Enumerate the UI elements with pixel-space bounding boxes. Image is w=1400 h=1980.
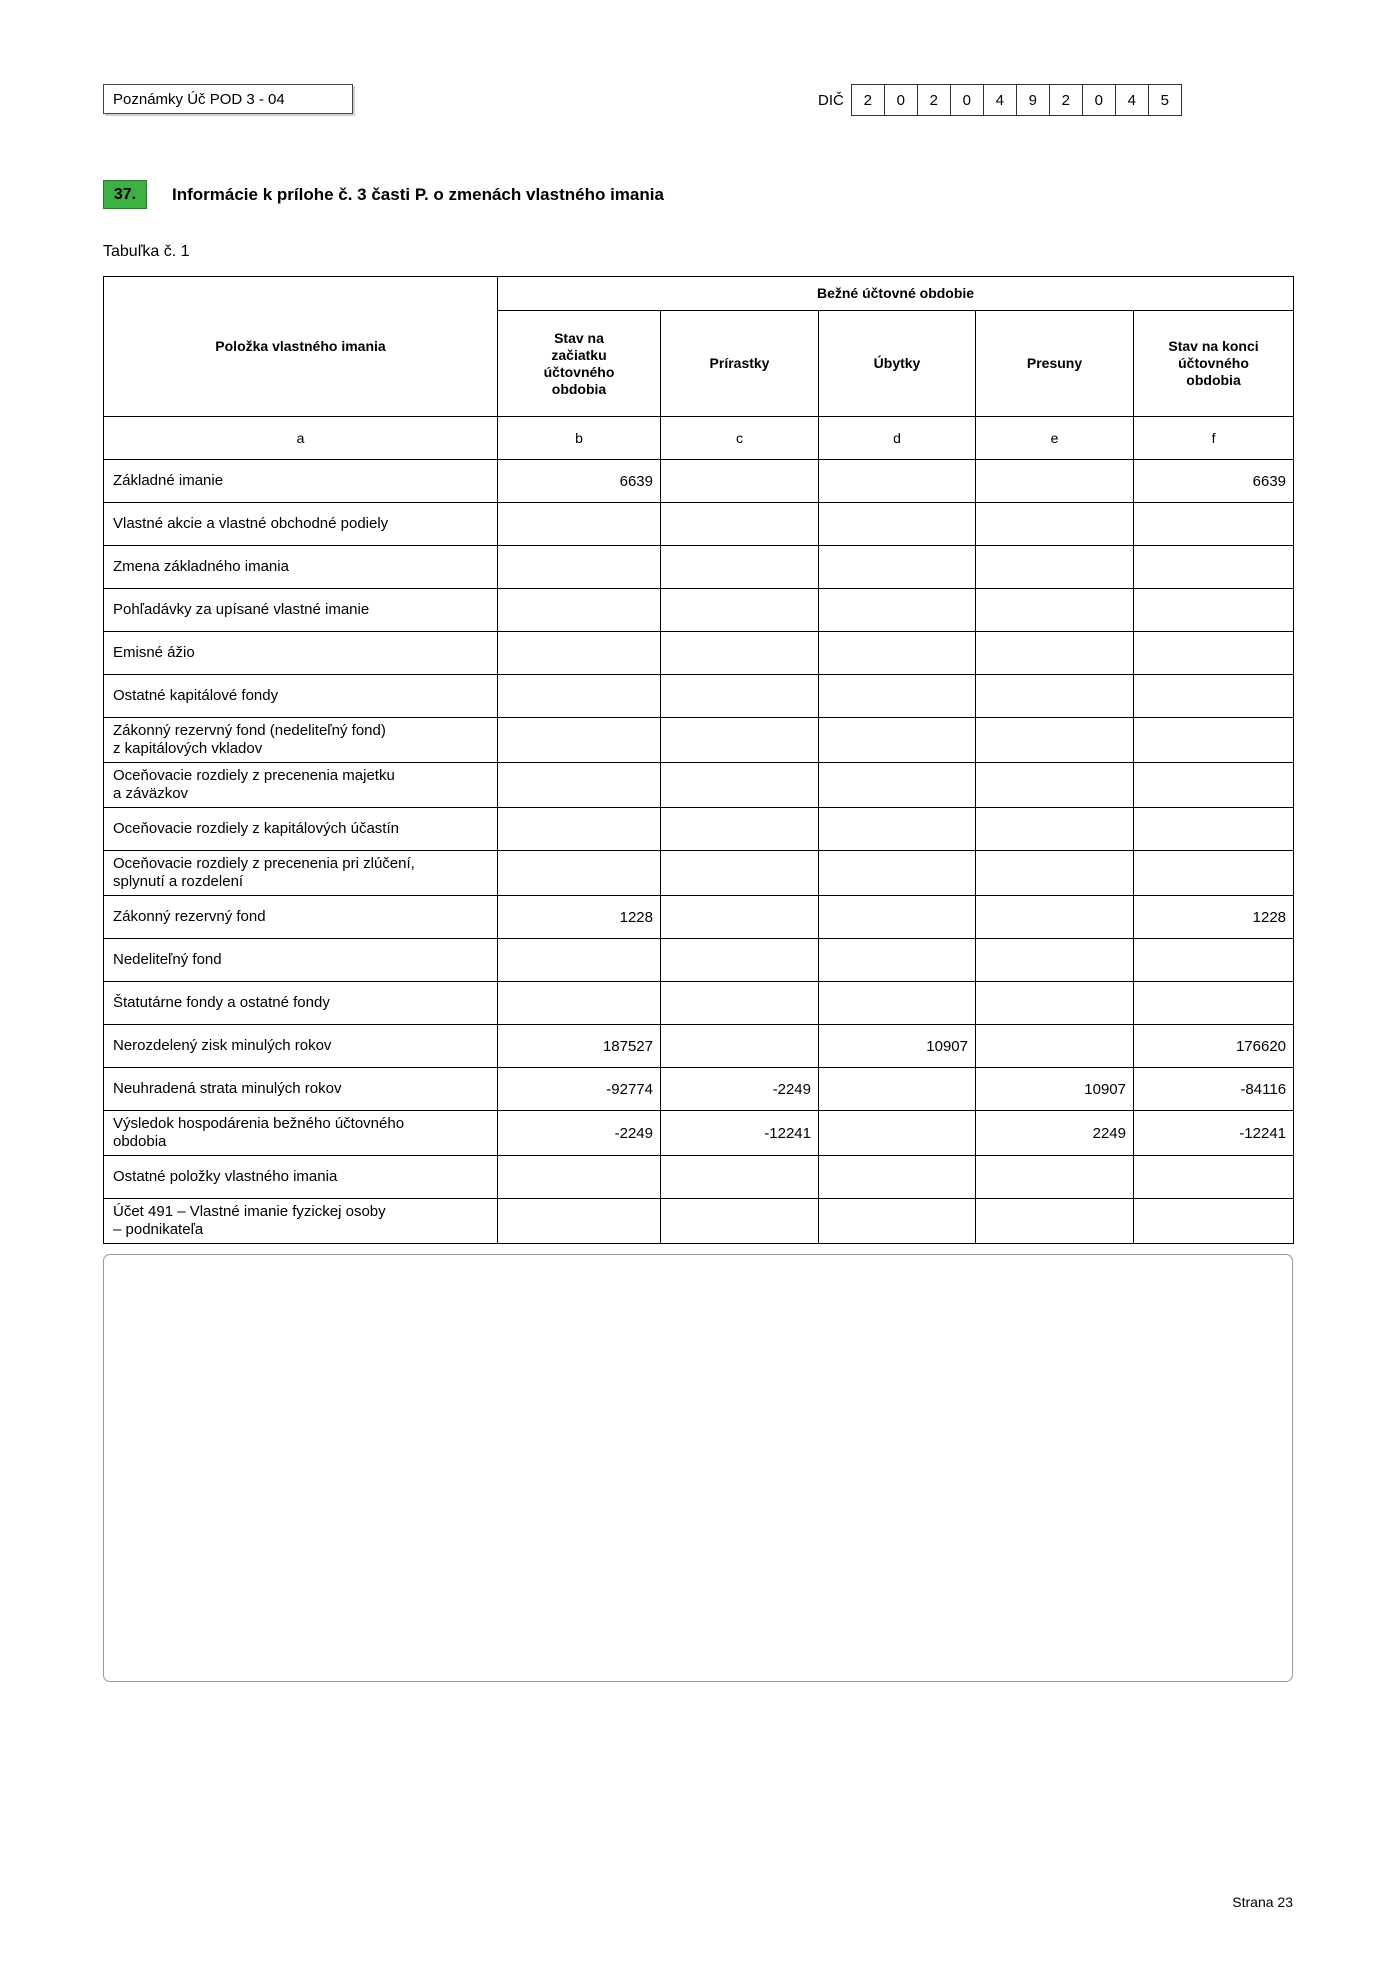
cell-e bbox=[976, 896, 1134, 939]
col-header-e: Presuny bbox=[976, 311, 1134, 417]
cell-b bbox=[498, 982, 661, 1025]
cell-c bbox=[661, 982, 819, 1025]
row-label: Neuhradená strata minulých rokov bbox=[104, 1068, 498, 1111]
table-row bbox=[104, 982, 1294, 1025]
letter-a: a bbox=[104, 417, 498, 460]
cell-d bbox=[819, 896, 976, 939]
col-header-d: Úbytky bbox=[819, 311, 976, 417]
cell-f: 6639 bbox=[1134, 460, 1294, 503]
row-label: Výsledok hospodárenia bežného účtovného obdobia bbox=[104, 1111, 498, 1156]
cell-c bbox=[661, 460, 819, 503]
section-title: Informácie k prílohe č. 3 časti P. o zmenách vlastného imania bbox=[172, 184, 664, 204]
cell-d bbox=[819, 675, 976, 718]
cell-f: 176620 bbox=[1134, 1025, 1294, 1068]
cell-c: -2249 bbox=[661, 1068, 819, 1111]
row-label: Zmena základného imania bbox=[104, 546, 498, 589]
page-number: Strana 23 bbox=[1232, 1894, 1293, 1910]
cell-f bbox=[1134, 546, 1294, 589]
cell-d bbox=[819, 1068, 976, 1111]
dic-label: DIČ bbox=[818, 91, 844, 109]
cell-c bbox=[661, 808, 819, 851]
table-row bbox=[104, 675, 1294, 718]
cell-c: -12241 bbox=[661, 1111, 819, 1156]
cell-e bbox=[976, 546, 1134, 589]
cell-b bbox=[498, 589, 661, 632]
cell-d bbox=[819, 718, 976, 763]
dic-digit-cell: 2 bbox=[917, 84, 951, 116]
col-header-f: Stav na konci účtovného obdobia bbox=[1134, 311, 1294, 417]
section-number-badge: 37. bbox=[103, 180, 147, 209]
dic-digit-cells bbox=[851, 84, 1182, 116]
table-row bbox=[104, 763, 1294, 808]
cell-b bbox=[498, 718, 661, 763]
letter-d: d bbox=[819, 417, 976, 460]
cell-b bbox=[498, 851, 661, 896]
table-row bbox=[104, 896, 1294, 939]
table-row bbox=[104, 718, 1294, 763]
cell-c bbox=[661, 718, 819, 763]
cell-f bbox=[1134, 632, 1294, 675]
dic-digit-cell: 2 bbox=[1049, 84, 1083, 116]
cell-d: 10907 bbox=[819, 1025, 976, 1068]
row-label: Nedeliteľný fond bbox=[104, 939, 498, 982]
cell-c bbox=[661, 1199, 819, 1244]
table-row bbox=[104, 939, 1294, 982]
cell-b bbox=[498, 675, 661, 718]
cell-e bbox=[976, 939, 1134, 982]
cell-e: 2249 bbox=[976, 1111, 1134, 1156]
row-label: Vlastné akcie a vlastné obchodné podiely bbox=[104, 503, 498, 546]
table-caption: Tabuľka č. 1 bbox=[103, 243, 190, 260]
cell-e bbox=[976, 763, 1134, 808]
cell-e bbox=[976, 808, 1134, 851]
dic-digit-cell: 0 bbox=[884, 84, 918, 116]
cell-f bbox=[1134, 1156, 1294, 1199]
cell-f bbox=[1134, 503, 1294, 546]
table-row bbox=[104, 546, 1294, 589]
cell-d bbox=[819, 1111, 976, 1156]
cell-f bbox=[1134, 808, 1294, 851]
letter-b: b bbox=[498, 417, 661, 460]
cell-d bbox=[819, 982, 976, 1025]
cell-c bbox=[661, 675, 819, 718]
cell-b: -92774 bbox=[498, 1068, 661, 1111]
cell-e bbox=[976, 589, 1134, 632]
table-row bbox=[104, 503, 1294, 546]
section-header bbox=[103, 180, 664, 209]
cell-b: 6639 bbox=[498, 460, 661, 503]
cell-f bbox=[1134, 589, 1294, 632]
table-row bbox=[104, 632, 1294, 675]
cell-b: 1228 bbox=[498, 896, 661, 939]
cell-e bbox=[976, 1025, 1134, 1068]
row-label: Nerozdelený zisk minulých rokov bbox=[104, 1025, 498, 1068]
period-header: Bežné účtovné obdobie bbox=[498, 277, 1294, 311]
cell-c bbox=[661, 546, 819, 589]
row-label: Zákonný rezervný fond bbox=[104, 896, 498, 939]
row-label: Ostatné položky vlastného imania bbox=[104, 1156, 498, 1199]
row-label: Ostatné kapitálové fondy bbox=[104, 675, 498, 718]
cell-e bbox=[976, 718, 1134, 763]
cell-f bbox=[1134, 675, 1294, 718]
cell-c bbox=[661, 1156, 819, 1199]
row-label: Emisné ážio bbox=[104, 632, 498, 675]
cell-d bbox=[819, 632, 976, 675]
table-row bbox=[104, 1111, 1294, 1156]
row-label: Pohľadávky za upísané vlastné imanie bbox=[104, 589, 498, 632]
cell-c bbox=[661, 896, 819, 939]
notes-box bbox=[103, 1254, 1293, 1682]
col-header-c: Prírastky bbox=[661, 311, 819, 417]
cell-f: -12241 bbox=[1134, 1111, 1294, 1156]
cell-b bbox=[498, 939, 661, 982]
cell-d bbox=[819, 503, 976, 546]
letter-c: c bbox=[661, 417, 819, 460]
letter-e: e bbox=[976, 417, 1134, 460]
row-label: Účet 491 – Vlastné imanie fyzickej osoby – podnikateľa bbox=[104, 1199, 498, 1244]
row-label: Základné imanie bbox=[104, 460, 498, 503]
cell-c bbox=[661, 1025, 819, 1068]
cell-e bbox=[976, 982, 1134, 1025]
dic-group bbox=[818, 84, 1182, 116]
cell-f bbox=[1134, 939, 1294, 982]
table-row bbox=[104, 1068, 1294, 1111]
table-row bbox=[104, 460, 1294, 503]
cell-d bbox=[819, 1199, 976, 1244]
dic-digit-cell: 0 bbox=[1082, 84, 1116, 116]
table-row bbox=[104, 1199, 1294, 1244]
cell-e bbox=[976, 851, 1134, 896]
cell-f bbox=[1134, 851, 1294, 896]
cell-e bbox=[976, 503, 1134, 546]
cell-c bbox=[661, 589, 819, 632]
dic-digit-cell: 0 bbox=[950, 84, 984, 116]
cell-f bbox=[1134, 763, 1294, 808]
cell-e bbox=[976, 1199, 1134, 1244]
letter-row bbox=[104, 417, 1294, 460]
cell-c bbox=[661, 763, 819, 808]
cell-e bbox=[976, 675, 1134, 718]
cell-b bbox=[498, 763, 661, 808]
cell-d bbox=[819, 939, 976, 982]
cell-d bbox=[819, 546, 976, 589]
table-row bbox=[104, 1025, 1294, 1068]
cell-f bbox=[1134, 982, 1294, 1025]
table-row bbox=[104, 851, 1294, 896]
cell-b bbox=[498, 632, 661, 675]
cell-f bbox=[1134, 1199, 1294, 1244]
cell-d bbox=[819, 589, 976, 632]
col-header-item: Položka vlastného imania bbox=[104, 277, 498, 417]
cell-d bbox=[819, 763, 976, 808]
cell-b: -2249 bbox=[498, 1111, 661, 1156]
dic-digit-cell: 2 bbox=[851, 84, 885, 116]
row-label: Oceňovacie rozdiely z precenenia pri zlúčení, splynutí a rozdelení bbox=[104, 851, 498, 896]
table-row bbox=[104, 589, 1294, 632]
form-name: Poznámky Úč POD 3 - 04 bbox=[113, 90, 285, 108]
cell-c bbox=[661, 632, 819, 675]
cell-d bbox=[819, 851, 976, 896]
cell-c bbox=[661, 939, 819, 982]
cell-d bbox=[819, 460, 976, 503]
cell-b bbox=[498, 1156, 661, 1199]
cell-f bbox=[1134, 718, 1294, 763]
cell-b bbox=[498, 546, 661, 589]
equity-table bbox=[103, 276, 1294, 1244]
col-header-b: Stav na začiatku účtovného obdobia bbox=[498, 311, 661, 417]
cell-d bbox=[819, 1156, 976, 1199]
cell-c bbox=[661, 851, 819, 896]
form-name-box bbox=[103, 84, 353, 114]
cell-b: 187527 bbox=[498, 1025, 661, 1068]
dic-digit-cell: 9 bbox=[1016, 84, 1050, 116]
table-row bbox=[104, 1156, 1294, 1199]
content-area bbox=[103, 276, 1293, 1682]
cell-d bbox=[819, 808, 976, 851]
row-label: Štatutárne fondy a ostatné fondy bbox=[104, 982, 498, 1025]
cell-e bbox=[976, 460, 1134, 503]
dic-digit-cell: 4 bbox=[1115, 84, 1149, 116]
cell-b bbox=[498, 1199, 661, 1244]
row-label: Oceňovacie rozdiely z precenenia majetku a záväzkov bbox=[104, 763, 498, 808]
cell-b bbox=[498, 503, 661, 546]
period-header-row bbox=[104, 277, 1294, 311]
letter-f: f bbox=[1134, 417, 1294, 460]
table-row bbox=[104, 808, 1294, 851]
cell-c bbox=[661, 503, 819, 546]
cell-b bbox=[498, 808, 661, 851]
cell-f: -84116 bbox=[1134, 1068, 1294, 1111]
row-label: Zákonný rezervný fond (nedeliteľný fond) z kapitálových vkladov bbox=[104, 718, 498, 763]
cell-e bbox=[976, 1156, 1134, 1199]
cell-e: 10907 bbox=[976, 1068, 1134, 1111]
cell-e bbox=[976, 632, 1134, 675]
dic-digit-cell: 5 bbox=[1148, 84, 1182, 116]
cell-f: 1228 bbox=[1134, 896, 1294, 939]
dic-digit-cell: 4 bbox=[983, 84, 1017, 116]
row-label: Oceňovacie rozdiely z kapitálových účastín bbox=[104, 808, 498, 851]
